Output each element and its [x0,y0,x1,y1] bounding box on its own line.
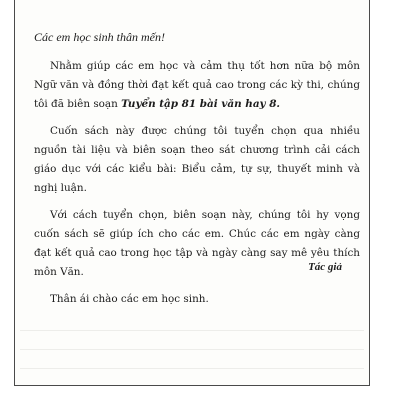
paragraph-hope: Với cách tuyển chọn, biên soạn này, chúng tôi hy vọng cuốn sách sẽ giúp ích cho các em. Chúc các em ngày càng đạt kết quả cao trong học tập và ngày càng say mê yêu thích môn Văn. [34,209,360,278]
show-through-line [20,368,364,369]
paragraph-content: Cuốn sách này được chúng tôi tuyển chọn qua nhiều nguồn tài liệu và biên soạn theo sát chương trình cải cách giáo dục với các kiểu bài: Biểu cảm, tự sự, thuyết minh và nghị luận. [34,125,360,194]
book-title: Tuyển tập 81 bài văn hay 8. [121,98,281,110]
show-through-line [20,330,364,331]
paragraph-purpose [34,57,360,114]
author-signature: Tác giả [308,261,342,273]
show-through-line [20,349,364,350]
greeting: Các em học sinh thân mến! [34,30,165,44]
closing-line: Thân ái chào các em học sinh. [50,293,209,305]
paragraph-purpose-text: Nhằm giúp các em học và cảm thụ tốt hơn nữa bộ môn Ngữ văn và đồng thời đạt kết quả cao trong các kỳ thi, chúng tôi đã biên soạn [34,60,360,110]
